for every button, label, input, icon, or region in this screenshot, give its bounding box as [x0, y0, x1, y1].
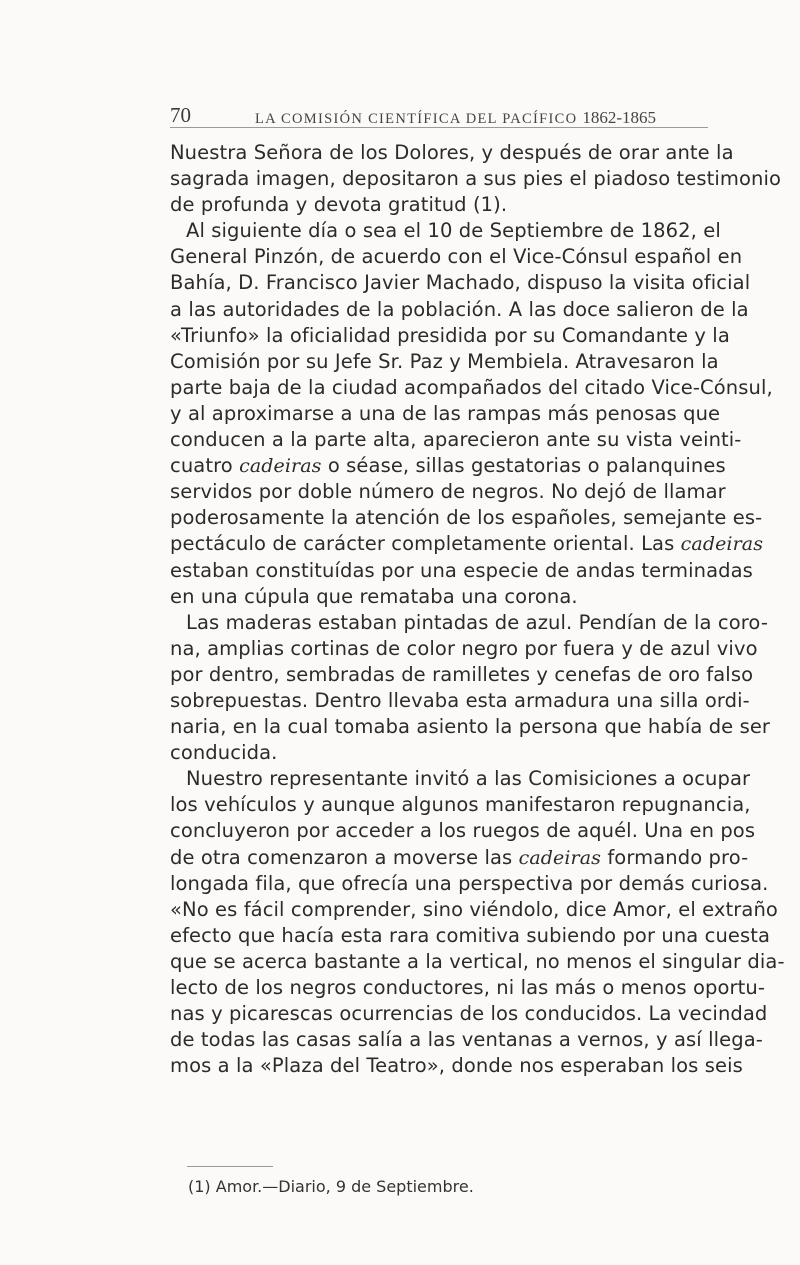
text-segment: pectáculo de carácter completamente oriental. Las	[170, 532, 675, 556]
text-line: por dentro, sembradas de ramilletes y cenefas de oro falso	[170, 662, 754, 686]
text-line	[170, 453, 726, 479]
running-title	[255, 108, 656, 128]
text-line: a las autoridades de la población. A las doce salieron de la	[170, 297, 749, 321]
text-line	[170, 845, 749, 871]
text-segment: cuatro	[170, 454, 233, 478]
text-line: y al aproximarse a una de las rampas más penosas que	[170, 401, 721, 425]
text-line: Nuestra Señora de los Dolores, y después de orar ante la	[170, 141, 734, 164]
page-header	[170, 96, 710, 126]
text-line: de profunda y devota gratitud (1).	[170, 193, 508, 217]
running-title-text: LA COMISIÓN CIENTÍFICA DEL PACÍFICO	[255, 111, 578, 127]
text-line: que se acerca bastante a la vertical, no menos el singular dia-	[170, 949, 785, 973]
text-line: concluyeron por acceder a los ruegos de aquél. Una en pos	[170, 819, 756, 843]
text-line: mos a la «Plaza del Teatro», donde nos esperaban los seis	[170, 1054, 743, 1078]
text-line: efecto que hacía esta rara comitiva subiendo por una cuesta	[170, 923, 771, 947]
text-line: «Triunfo» la oficialidad presidida por su Comandante y la	[170, 323, 730, 347]
text-line: en una cúpula que remataba una corona.	[170, 584, 578, 608]
text-line: los vehículos y aunque algunos manifestaron repugnancia,	[170, 793, 751, 817]
italic-term: cadeiras	[518, 846, 602, 869]
text-line: na, amplias cortinas de color negro por fuera y de azul vivo	[170, 636, 758, 660]
footnote-rule	[187, 1166, 273, 1167]
body-text	[170, 140, 785, 1079]
text-line: Las maderas estaban pintadas de azul. Pendían de la coro-	[186, 610, 768, 634]
italic-term: cadeiras	[239, 455, 322, 478]
text-line: lecto de los negros conductores, ni las más o menos oportu-	[170, 976, 765, 999]
text-line: conducida.	[170, 741, 278, 765]
text-line: Bahía, D. Francisco Javier Machado, dispuso la visita oficial	[170, 271, 751, 295]
text-line: poderosamente la atención de los españoles, semejante es-	[170, 506, 763, 530]
text-line: servidos por doble número de negros. No dejó de llamar	[170, 480, 726, 504]
text-segment: o séase, sillas gestatorias o palanquines	[327, 454, 726, 478]
text-segment: formando pro-	[607, 845, 749, 869]
text-line: de todas las casas salía a las ventanas a vernos, y así llega-	[170, 1028, 763, 1052]
text-line: parte baja de la ciudad acompañados del citado Vice-Cónsul,	[170, 375, 773, 399]
text-line	[170, 531, 764, 557]
text-line: General Pinzón, de acuerdo con el Vice-Cónsul español en	[170, 245, 743, 269]
page-number: 70	[170, 103, 191, 127]
running-title-years: 1862-1865	[582, 108, 656, 127]
text-line: Comisión por su Jefe Sr. Paz y Membiela. Atravesaron la	[170, 349, 719, 373]
header-rule	[170, 127, 708, 128]
text-line: nas y picarescas ocurrencias de los conducidos. La vecindad	[170, 1002, 768, 1026]
footnote: (1) Amor.—Diario, 9 de Septiembre.	[188, 1177, 474, 1196]
text-segment: de otra comenzaron a moverse las	[170, 845, 513, 869]
italic-term: cadeiras	[680, 533, 764, 556]
text-line: conducen a la parte alta, aparecieron ante su vista veinti-	[170, 428, 742, 452]
text-line: Al siguiente día o sea el 10 de Septiembre de 1862, el	[186, 219, 721, 243]
text-line: sagrada imagen, depositaron a sus pies el piadoso testimonio	[170, 167, 782, 191]
text-line: Nuestro representante invitó a las Comisiciones a ocupar	[186, 767, 751, 791]
text-line: sobrepuestas. Dentro llevaba esta armadura una silla ordi-	[170, 688, 750, 712]
text-line: longada fila, que ofrecía una perspectiva por demás curiosa.	[170, 871, 769, 895]
text-line: «No es fácil comprender, sino viéndolo, dice Amor, el extraño	[170, 897, 778, 921]
text-line: naria, en la cual tomaba asiento la persona que había de ser	[170, 715, 771, 739]
text-line: estaban constituídas por una especie de andas terminadas	[170, 558, 753, 582]
